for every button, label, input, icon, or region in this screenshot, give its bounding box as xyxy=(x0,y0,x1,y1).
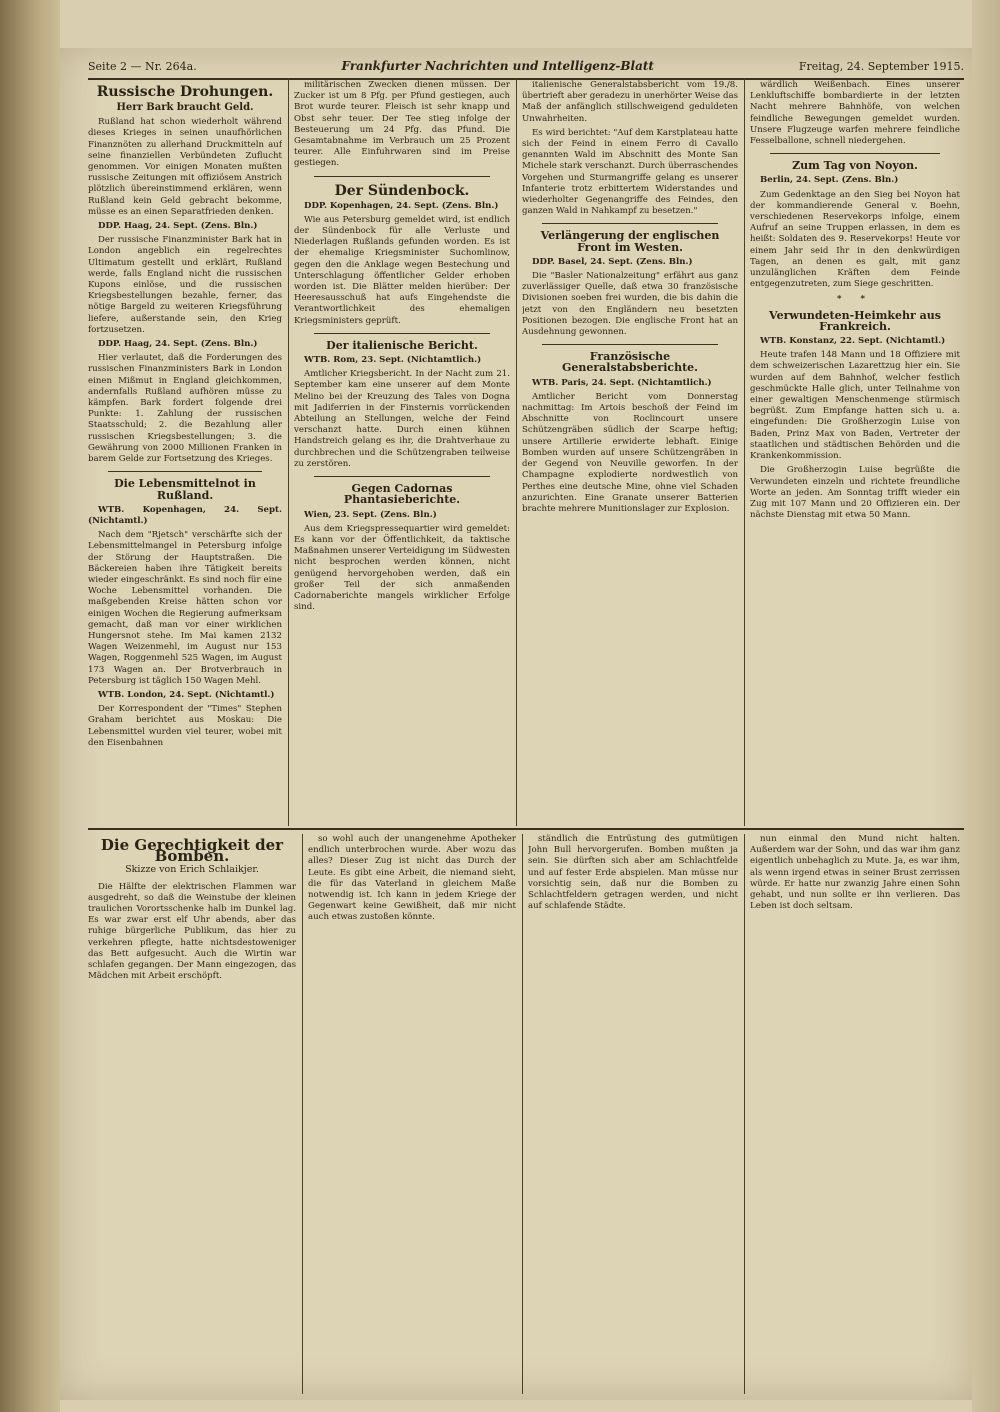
article-paragraph: Amtlicher Bericht vom Donnerstag nachmittag: Im Artois beschoß der Feind im Abschnitte von Roclincourt unsere Schützengräben südlich der Scarpe heftig; unsere Artillerie erwiderte lebhaft. Einige Bomben wurden auf unsere Schützengräben in der Gegend von Neuville geworfen. In der Champagne explodierte nordwestlich von Perthes eine deutsche Mine, ohne viel Schaden anzurichten. Eine Granate unserer Batterien brachte mehrere Munitionslager zur Explosion. xyxy=(522,391,738,514)
column-divider xyxy=(744,78,745,826)
separator xyxy=(770,153,940,154)
column-divider xyxy=(744,834,745,1394)
article-paragraph: wärdlich Weißenbach. Eines unserer Lenkluftschiffe bombardierte in der letzten Nacht mehrere Bahnhöfe, von welchen feindliche Bewegungen gemeldet wurden. Unsere Flugzeuge warfen mehrere feindliche Fesselballone, schnell niedergehen. xyxy=(750,80,960,147)
article-paragraph: Aus dem Kriegspressequartier wird gemeldet: Es kann vor der Öffentlichkeit, da taktische Maßnahmen unserer Verteidigung im Südwesten nicht besprochen werden können, nicht genügend hervorgehoben werden, daß ein großer Teil der sich anmaßenden Cadornaberichte mangels wirklicher Erfolge sind. xyxy=(294,523,510,613)
separator xyxy=(314,333,490,334)
column-divider xyxy=(522,834,523,1394)
feuilleton-column-2 xyxy=(308,834,516,1394)
separator xyxy=(108,471,262,472)
dateline: Wien, 23. Sept. (Zens. Bln.) xyxy=(304,509,437,520)
article-paragraph: italienische Generalstabsbericht vom 19./8. übertrieft aber geradezu in unerhörter Weise das Maß der anfänglich stillschweigend geduldeten Unwahrheiten. xyxy=(522,80,738,124)
article-headline: Gegen Cadornas Phantasieberichte. xyxy=(343,482,461,507)
masthead xyxy=(88,56,964,80)
article-paragraph: Die "Basler Nationalzeitung" erfährt aus ganz zuverlässiger Quelle, daß etwa 30 französische Divisionen soeben frei wurden, die bis dahin die jetzt von den Engländern neu besetzten Positionen bezogen. Die englische Front hat an Ausdehnung gewonnen. xyxy=(522,271,738,338)
column-3 xyxy=(522,80,738,826)
issue-date: Freitag, 24. September 1915. xyxy=(798,59,964,73)
separator xyxy=(314,176,490,177)
article-headline: Verwundeten-Heimkehr aus Frankreich. xyxy=(769,308,941,333)
section-stars: * * xyxy=(837,294,873,305)
article-headline: Die Lebensmittelnot in Rußland. xyxy=(114,477,256,502)
article-paragraph: Hier verlautet, daß die Forderungen des russischen Finanzministers Bark in London einen Mißmut in England gleichkommen, andernfalls Rußland aufhören müsse zu kämpfen. Bark fordert folgende drei Punkte: 1. Zahlung der russischen Staatsschuld; 2. die Bezahlung aller russischen Kriegsbestellungen; 3. die Gewährung von 2000 Millionen Franken in barem Gelde zur Fortsetzung des Krieges. xyxy=(88,353,282,465)
article-headline: Verlängerung der englischen Front im Westen. xyxy=(540,229,720,254)
dateline: WTB. Kopenhagen, 24. Sept. (Nichtamtl.) xyxy=(88,504,282,526)
separator xyxy=(542,223,718,224)
column-divider xyxy=(288,78,289,826)
article-headline: Der Sündenbock. xyxy=(334,182,470,199)
article-paragraph: Wie aus Petersburg gemeldet wird, ist endlich der Sündenbock für alle Verluste und Niederlagen Rußlands gefunden worden. Es ist der ehemalige Kriegsminister Suchomlinow, gegen den die Anklage wegen Bestechung und Unterschlagung öffentlicher Gelder erhoben worden ist. Die Blätter melden hierüber: Der Heeresausschuß hat aufs Eingehendste die Verantwortlichkeit des ehemaligen Kriegsministers geprüft. xyxy=(294,214,510,326)
dateline: WTB. Rom, 23. Sept. (Nichtamtlich.) xyxy=(304,355,482,366)
article-paragraph: Nach dem "Rjetsch" verschärfte sich der Lebensmittelmangel in Petersburg infolge der Störung der Hauptstraßen. Die Bäckereien haben ihre Tätigkeit bereits wieder eingeschränkt. Es sind noch für eine Woche Lebensmittel vorhanden. Die maßgebenden Kreise hätten schon vor einigen Wochen die Regierung aufmerksam gemacht, daß man vor einer wirklichen Hungersnot stehe. Im Mai kamen 2132 Wagen Weizenmehl, im August nur 153 Wagen, Roggenmehl 525 Wagen, im August 173 Wagen an. Der Brotverbrauch in Petersburg ist täglich 150 Wagen Mehl. xyxy=(88,530,282,686)
dateline: DDP. Kopenhagen, 24. Sept. (Zens. Bln.) xyxy=(304,200,499,211)
column-4 xyxy=(750,80,960,826)
separator xyxy=(314,476,490,477)
article-paragraph: Rußland hat schon wiederholt während dieses Krieges in seinen unaufhörlichen Finanznöten zu allerhand Druckmitteln auf seine finanziellen Verbündeten Zuflucht genommen. Vor einigen Monaten mußten russische Zeitungen mit offiziösem Anstrich plötzlich übereinstimmend erklären, wenn Rußland kein Geld gebracht bekomme, müsse es an einen Separatfrieden denken. xyxy=(88,117,282,217)
feuilleton-rule xyxy=(88,828,964,830)
article-paragraph: Es wird berichtet: "Auf dem Karstplateau hatte sich der Feind in einem Ferro di Cavallo genannten Wald im Abschnitt des Monte San Michele stark verschanzt. Durch überraschendes Vorgehen und Sturmangriffe gelang es unserer Infanterie trotz erbittertem Widerstandes und wiederholter Gegenangriffe des Feindes, den ganzen Wald in Nahkampf zu besetzen." xyxy=(522,127,738,217)
feuilleton-headline: Die Gerechtigkeit der Bomben. xyxy=(100,836,284,866)
adjacent-page-edge xyxy=(972,0,1000,1412)
column-divider xyxy=(302,834,303,1394)
article-paragraph: Die Hälfte der elektrischen Flammen war ausgedreht, so daß die Weinstube der kleinen traulichen Vorortsschenke halb im Dunkel lag. Es war zwar erst elf Uhr abends, aber das ruhige bürgerliche Publikum, das hier zu verkehren pflegte, hatte nichtsdestoweniger das Bett aufgesucht. Auch die Wirtin war schlafen gegangen. Der Mann eingezogen, das Mädchen mit Arbeit erschöpft. xyxy=(88,881,296,982)
article-paragraph: ständlich die Entrüstung des gutmütigen John Bull hervorgerufen. Bomben mußten ja sein. Sie dürften sich aber am Schlachtfelde und auf fester Erde abspielen. Man müsse nur vorsichtig sein, daß nur die Bomben zu Schlachtfeldern getragen werden, und nicht auf schlafende Städte. xyxy=(528,834,738,912)
article-subhead: Herr Bark braucht Geld. xyxy=(116,102,254,113)
column-2 xyxy=(294,80,510,826)
book-binding-edge xyxy=(0,0,60,1412)
article-paragraph: Die Großherzogin Luise begrüßte die Verwundeten einzeln und richtete freundliche Worte an jeden. Am Sonntag trifft wieder ein Zug mit 107 Mann und 20 Offizieren ein. Der nächste Dienstag mit etwa 50 Mann. xyxy=(750,465,960,521)
dateline: DDP. Haag, 24. Sept. (Zens. Bln.) xyxy=(98,221,258,232)
article-headline: Der italienische Bericht. xyxy=(326,338,478,352)
column-1 xyxy=(88,80,282,826)
dateline: DDP. Basel, 24. Sept. (Zens. Bln.) xyxy=(532,256,693,267)
dateline: WTB. Konstanz, 22. Sept. (Nichtamtl.) xyxy=(760,336,946,347)
article-paragraph: Der russische Finanzminister Bark hat in London angeblich ein regelrechtes Ultimatum gestellt und erklärt, Rußland werde, falls England nicht die russischen Kupons einlöse, und die russischen Kriegsbestellungen bezahle, ferner, das nötige Bargeld zu weiteren Kriegsführung liefere, außerstande sein, den Krieg fortzusetzen. xyxy=(88,235,282,335)
article-paragraph: Amtlicher Kriegsbericht. In der Nacht zum 21. September kam eine unserer auf dem Monte Melino bei der Kreuzung des Tales von Dogna mit Jadiferrien in der Finsternis vorrückenden Abteilung an Stellungen, welche der Feind verschanzt hatte. Durch einen kühnen Handstreich gelang es ihr, die Drahtverhaue zu durchbrechen und die Schützengraben teilweise zu zerstören. xyxy=(294,369,510,469)
page-number: Seite 2 — Nr. 264a. xyxy=(88,59,197,73)
newspaper-title: Frankfurter Nachrichten und Intelligenz-Blatt xyxy=(341,59,654,73)
feuilleton-column-1 xyxy=(88,834,296,1394)
article-paragraph: Zum Gedenktage an den Sieg bei Noyon hat der kommandierende General v. Boehn, verschiedenen Reservekorps infolge, einem Aufruf an seine Truppen erlassen, in dem es heißt: Soldaten des 9. Reservekorps! Heute vor einem Jahr seid Ihr in den denkwürdigen Tagen, an denen es galt, mit ganz unzulänglichen Kräften dem Feinde entgegenzutreten, zum Siege geschritten. xyxy=(750,189,960,290)
feuilleton-byline: Skizze von Erich Schlaikjer. xyxy=(125,864,259,876)
dateline: WTB. Paris, 24. Sept. (Nichtamtlich.) xyxy=(532,377,712,388)
column-divider xyxy=(516,78,517,826)
dateline: Berlin, 24. Sept. (Zens. Bln.) xyxy=(760,175,899,186)
article-paragraph: militärischen Zwecken dienen müssen. Der Zucker ist um 8 Pfg. per Pfund gestiegen, auch Brot wurde teurer. Fleisch ist sehr knapp und Obst sehr teuer. Der Tee stieg infolge der Besteuerung um 24 Pfg. das Pfund. Die Gesamtabnahme im Verbrauch um 25 Prozent teurer. Alle Einfuhrwaren sind im Preise gestiegen. xyxy=(294,80,510,169)
article-headline: Zum Tag von Noyon. xyxy=(792,159,918,173)
dateline: WTB. London, 24. Sept. (Nichtamtl.) xyxy=(98,689,275,700)
feuilleton-column-4 xyxy=(750,834,960,1394)
dateline: DDP. Haag, 24. Sept. (Zens. Bln.) xyxy=(98,339,258,350)
article-paragraph: Heute trafen 148 Mann und 18 Offiziere mit dem schweizerischen Lazarettzug hier ein. Sie wurden auf dem Bahnhof, welcher festlich geschmückte Halle glich, unter Teilnahme von einer gewaltigen Menschenmenge stürmisch begrüßt. Zum Empfange hatten sich u. a. eingefunden: Die Großherzogin Luise von Baden, Prinz Max von Baden, Vertreter der staatlichen und städtischen Behörden und die Krankenkommission. xyxy=(750,350,960,462)
article-headline: Französische Generalstabsberichte. xyxy=(561,350,699,375)
article-headline: Russische Drohungen. xyxy=(96,84,274,100)
feuilleton-column-3 xyxy=(528,834,738,1394)
article-paragraph: Der Korrespondent der "Times" Stephen Graham berichtet aus Moskau: Die Lebensmittel wurden viel teurer, wobei mit den Eisenbahnen xyxy=(88,704,282,748)
article-paragraph: so wohl auch der unangenehme Apotheker endlich unterbrochen wurde. Aber wozu das alles? Dieser Zug ist nicht das Durch der Leute. Es gibt eine Arbeit, die niemand sieht, die für das Vaterland in gleichem Maße notwendig ist. Ich kann in jedem Kriege der Gegenwart keine Gewißheit, daß mir nicht auch etwas zustoßen könnte. xyxy=(308,834,516,923)
article-paragraph: nun einmal den Mund nicht halten. Außerdem war der Sohn, und das war ihm ganz eigentlich unbehaglich zu Mute. Ja, es war ihm, als wenn irgend etwas in seiner Brust zerrissen würde. Er hatte nur zwanzig Jahre einen Sohn gehabt, und nun sollte er ihn verlieren. Das Leben ist doch seltsam. xyxy=(750,834,960,912)
separator xyxy=(542,344,718,345)
